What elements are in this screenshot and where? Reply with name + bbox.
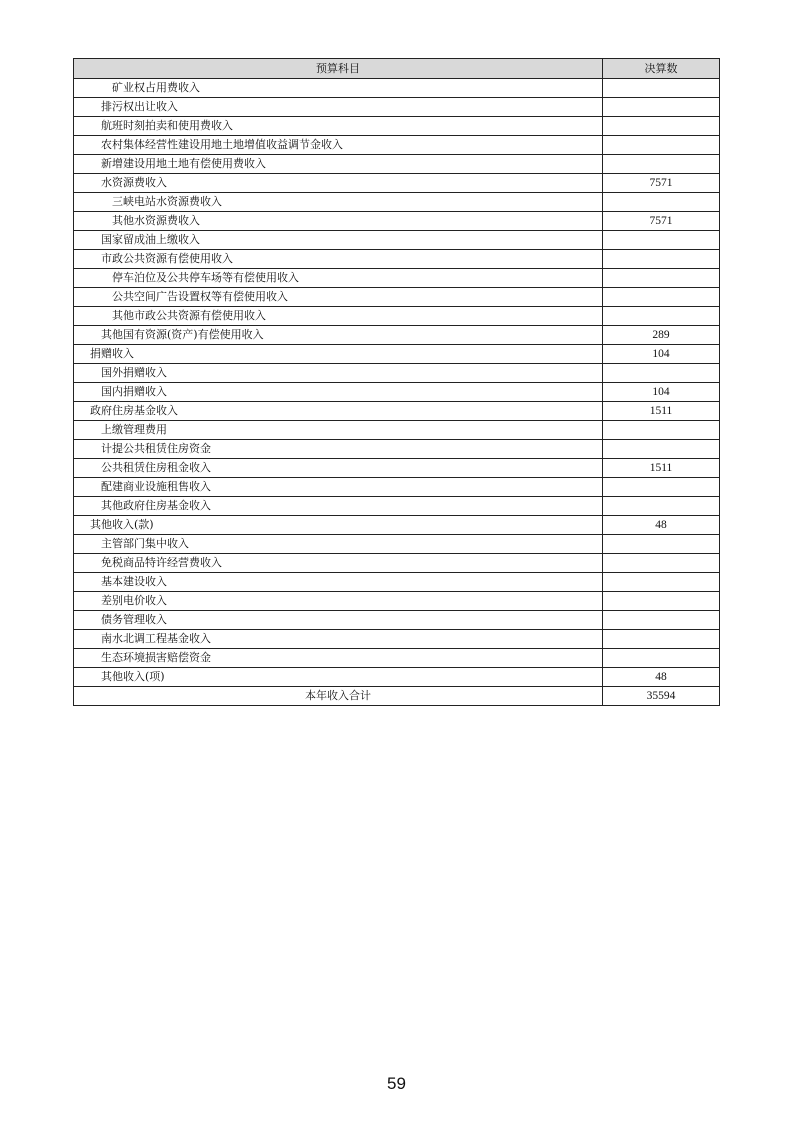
row-label: 停车泊位及公共停车场等有偿使用收入 <box>74 269 603 288</box>
table-row <box>74 459 720 478</box>
page-number: 59 <box>387 1074 406 1093</box>
table-row <box>74 383 720 402</box>
table-row <box>74 98 720 117</box>
row-label: 上缴管理费用 <box>74 421 603 440</box>
row-label: 计提公共租赁住房资金 <box>74 440 603 459</box>
header-item: 预算科目 <box>74 59 603 79</box>
row-label: 排污权出让收入 <box>74 98 603 117</box>
row-value <box>603 611 720 630</box>
row-value: 7571 <box>603 212 720 231</box>
row-value <box>603 649 720 668</box>
table-row <box>74 421 720 440</box>
table-row <box>74 592 720 611</box>
row-label: 航班时刻拍卖和使用费收入 <box>74 117 603 136</box>
row-label: 三峡电站水资源费收入 <box>74 193 603 212</box>
row-label: 捐赠收入 <box>74 345 603 364</box>
table-row <box>74 307 720 326</box>
row-value: 104 <box>603 383 720 402</box>
total-value: 35594 <box>603 687 720 706</box>
row-label: 免税商品特许经营费收入 <box>74 554 603 573</box>
table-row <box>74 155 720 174</box>
row-value <box>603 535 720 554</box>
row-value <box>603 193 720 212</box>
row-label: 基本建设收入 <box>74 573 603 592</box>
row-label: 主管部门集中收入 <box>74 535 603 554</box>
row-label: 其他政府住房基金收入 <box>74 497 603 516</box>
row-label: 公共空间广告设置权等有偿使用收入 <box>74 288 603 307</box>
row-value <box>603 478 720 497</box>
row-label: 新增建设用地土地有偿使用费收入 <box>74 155 603 174</box>
table-row <box>74 611 720 630</box>
table-row <box>74 326 720 345</box>
row-label: 债务管理收入 <box>74 611 603 630</box>
table-row <box>74 516 720 535</box>
table-row <box>74 269 720 288</box>
row-value: 1511 <box>603 459 720 478</box>
table-row <box>74 79 720 98</box>
row-label: 生态环境损害赔偿资金 <box>74 649 603 668</box>
table-row <box>74 364 720 383</box>
row-value <box>603 155 720 174</box>
row-value <box>603 573 720 592</box>
row-label: 其他市政公共资源有偿使用收入 <box>74 307 603 326</box>
table-row <box>74 497 720 516</box>
table-row <box>74 136 720 155</box>
row-label: 矿业权占用费收入 <box>74 79 603 98</box>
row-value <box>603 288 720 307</box>
row-label: 南水北调工程基金收入 <box>74 630 603 649</box>
row-value: 48 <box>603 516 720 535</box>
table-row <box>74 535 720 554</box>
row-value <box>603 136 720 155</box>
table-row <box>74 440 720 459</box>
table-row <box>74 630 720 649</box>
row-value: 48 <box>603 668 720 687</box>
table-row <box>74 250 720 269</box>
table-row <box>74 231 720 250</box>
row-value <box>603 231 720 250</box>
table-row <box>74 174 720 193</box>
budget-table <box>73 58 720 706</box>
row-value <box>603 250 720 269</box>
table-row <box>74 649 720 668</box>
total-label: 本年收入合计 <box>74 687 603 706</box>
row-value <box>603 117 720 136</box>
header-amount: 决算数 <box>603 59 720 79</box>
table-row <box>74 117 720 136</box>
row-value <box>603 497 720 516</box>
table-row <box>74 402 720 421</box>
row-label: 农村集体经营性建设用地土地增值收益调节金收入 <box>74 136 603 155</box>
row-label: 其他收入(项) <box>74 668 603 687</box>
row-label: 水资源费收入 <box>74 174 603 193</box>
row-label: 其他国有资源(资产)有偿使用收入 <box>74 326 603 345</box>
row-value: 7571 <box>603 174 720 193</box>
row-label: 其他水资源费收入 <box>74 212 603 231</box>
total-row <box>74 687 720 706</box>
row-label: 市政公共资源有偿使用收入 <box>74 250 603 269</box>
table-row <box>74 193 720 212</box>
row-label: 其他收入(款) <box>74 516 603 535</box>
table-row <box>74 554 720 573</box>
table-row <box>74 345 720 364</box>
row-value <box>603 592 720 611</box>
row-value <box>603 440 720 459</box>
table-body <box>74 79 720 687</box>
row-value <box>603 630 720 649</box>
table-row <box>74 573 720 592</box>
table-header-row <box>74 59 720 79</box>
row-value <box>603 307 720 326</box>
table-row <box>74 212 720 231</box>
row-value <box>603 421 720 440</box>
row-label: 差别电价收入 <box>74 592 603 611</box>
table-row <box>74 668 720 687</box>
row-label: 国内捐赠收入 <box>74 383 603 402</box>
table-row <box>74 288 720 307</box>
row-value <box>603 269 720 288</box>
row-label: 国外捐赠收入 <box>74 364 603 383</box>
row-value <box>603 364 720 383</box>
row-label: 公共租赁住房租金收入 <box>74 459 603 478</box>
row-value <box>603 554 720 573</box>
row-value: 104 <box>603 345 720 364</box>
row-label: 国家留成油上缴收入 <box>74 231 603 250</box>
row-value: 1511 <box>603 402 720 421</box>
row-value <box>603 98 720 117</box>
row-label: 政府住房基金收入 <box>74 402 603 421</box>
row-value <box>603 79 720 98</box>
row-value: 289 <box>603 326 720 345</box>
row-label: 配建商业设施租售收入 <box>74 478 603 497</box>
table-row <box>74 478 720 497</box>
